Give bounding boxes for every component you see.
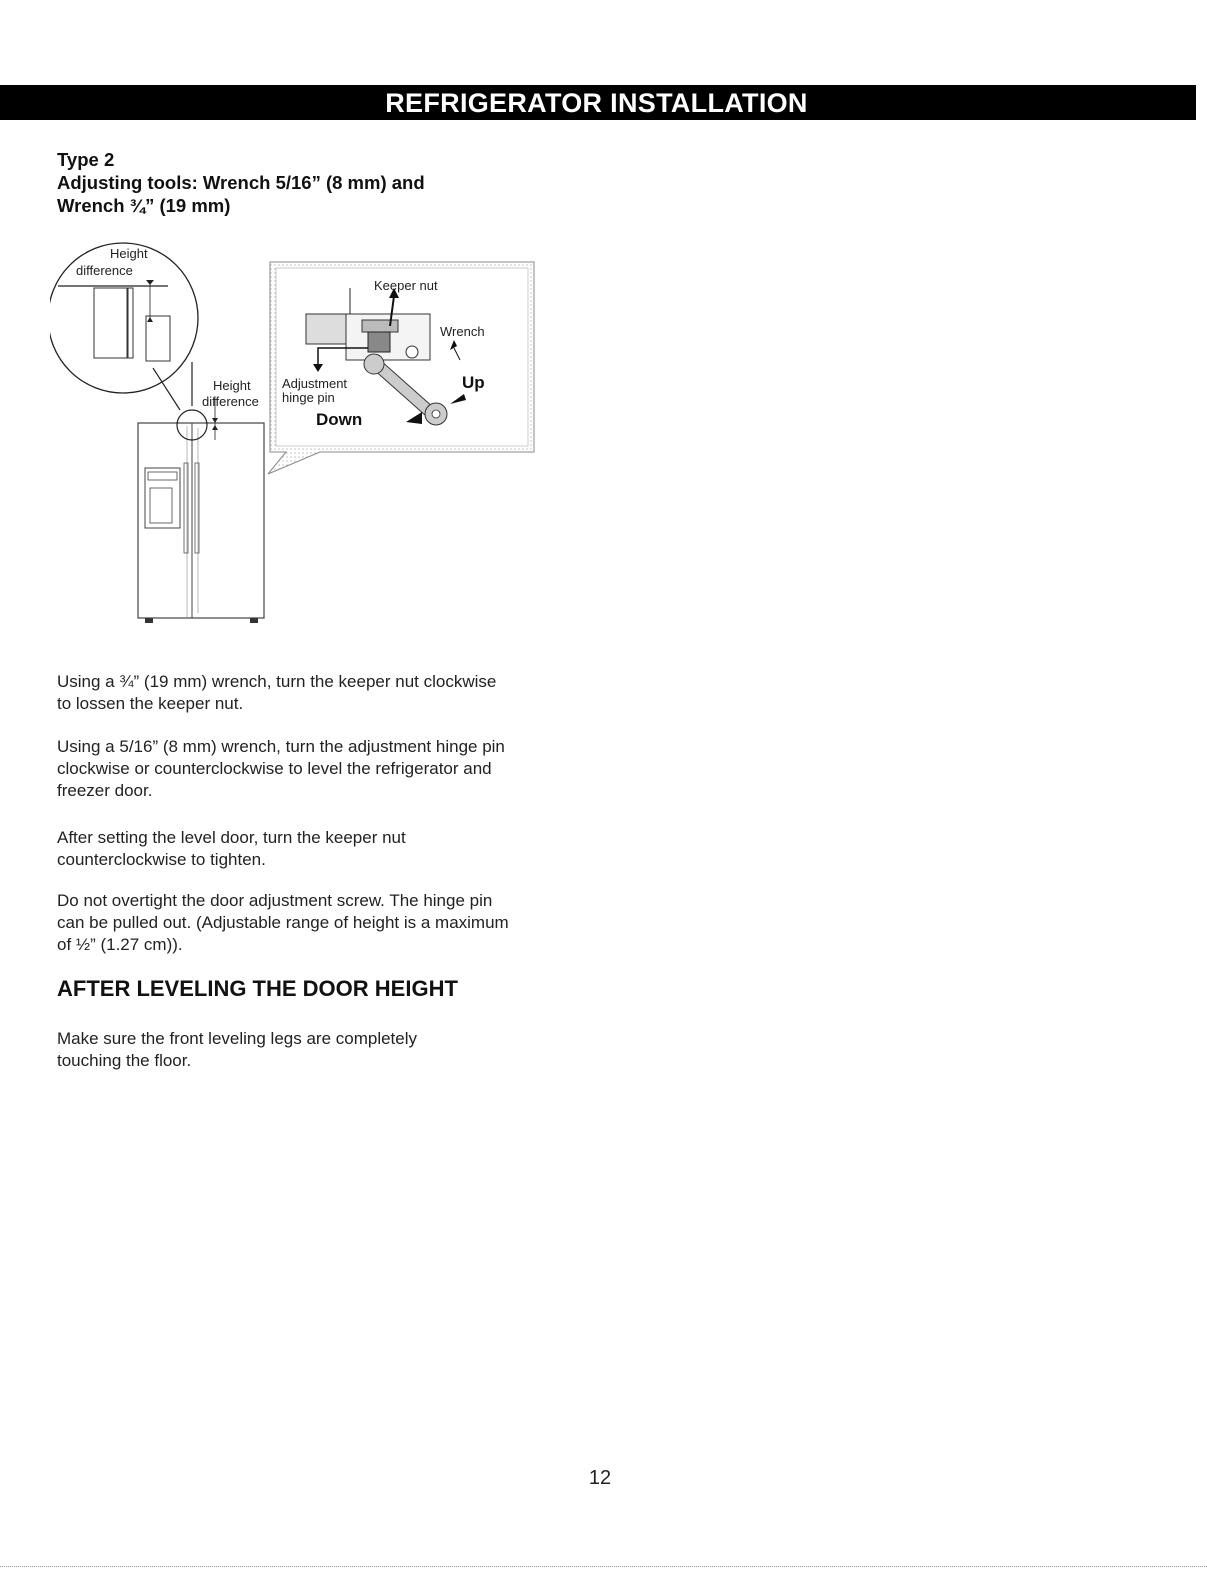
tools-line-1: Adjusting tools: Wrench 5/16” (8 mm) and bbox=[57, 172, 425, 193]
step-4-line: Do not overtight the door adjustment screw. The hinge pin bbox=[57, 891, 493, 910]
step-1 bbox=[57, 671, 577, 715]
tools-line-2: Wrench ¾” (19 mm) bbox=[57, 195, 231, 216]
hinge-callout bbox=[268, 262, 534, 474]
step-1-line: Using a ¾” (19 mm) wrench, turn the keeper nut clockwise bbox=[57, 672, 497, 691]
after-leveling-line: Make sure the front leveling legs are completely bbox=[57, 1029, 418, 1048]
step-2-line: Using a 5/16” (8 mm) wrench, turn the adjustment hinge pin bbox=[57, 737, 505, 756]
wrench-label: Wrench bbox=[440, 324, 485, 339]
up-label: Up bbox=[462, 373, 485, 392]
step-2-line: freezer door. bbox=[57, 781, 153, 800]
body-label-line2: difference bbox=[202, 394, 259, 409]
illustration-svg bbox=[50, 228, 550, 648]
bottom-rule bbox=[0, 1566, 1207, 1567]
step-2 bbox=[57, 736, 577, 802]
page-number: 12 bbox=[588, 1467, 612, 1489]
step-4 bbox=[57, 890, 577, 956]
step-3-line: counterclockwise to tighten. bbox=[57, 850, 266, 869]
adjustment-label-line2: hinge pin bbox=[282, 390, 335, 405]
inset-label-line2: difference bbox=[76, 263, 133, 278]
step-1-line: to lossen the keeper nut. bbox=[57, 694, 244, 713]
page-title: REFRIGERATOR INSTALLATION bbox=[0, 85, 1196, 120]
step-3 bbox=[57, 827, 577, 871]
magnifier-inset bbox=[50, 243, 198, 393]
refrigerator-drawing bbox=[138, 378, 264, 623]
step-3-line: After setting the level door, turn the keeper nut bbox=[57, 828, 406, 847]
door-adjustment-illustration bbox=[50, 228, 550, 648]
down-label: Down bbox=[316, 410, 363, 429]
type-heading bbox=[57, 148, 577, 217]
keeper-nut-label: Keeper nut bbox=[374, 278, 438, 293]
step-2-line: clockwise or counterclockwise to level the refrigerator and bbox=[57, 759, 492, 778]
body-label-line1: Height bbox=[213, 378, 251, 393]
step-4-line: can be pulled out. (Adjustable range of height is a maximum bbox=[57, 913, 509, 932]
step-4-line: of ½” (1.27 cm)). bbox=[57, 935, 183, 954]
inset-label-line1: Height bbox=[110, 246, 148, 261]
after-leveling-text bbox=[57, 1028, 577, 1072]
after-leveling-line: touching the floor. bbox=[57, 1051, 192, 1070]
after-leveling-heading: AFTER LEVELING THE DOOR HEIGHT bbox=[57, 976, 458, 1001]
adjustment-label-line1: Adjustment bbox=[282, 376, 348, 391]
type-label: Type 2 bbox=[57, 149, 115, 170]
